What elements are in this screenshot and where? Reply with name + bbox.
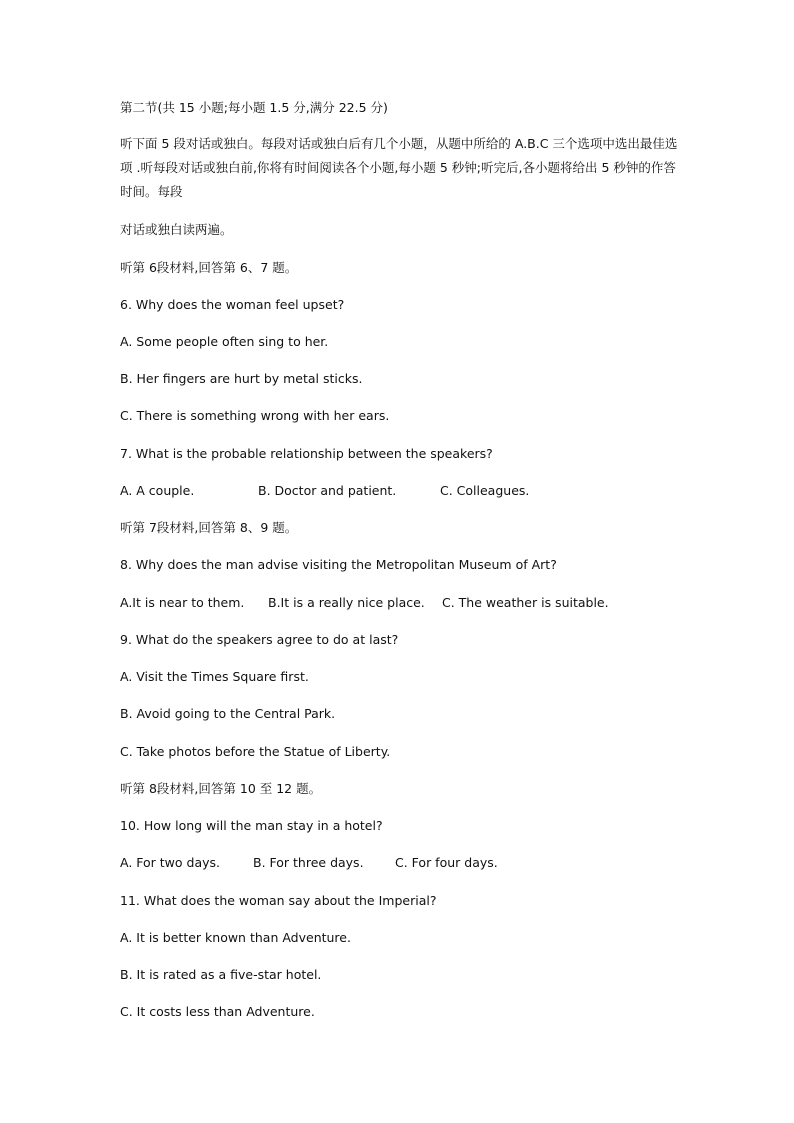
answer-option: A. A couple. [120, 483, 195, 498]
answer-option: B. Her fingers are hurt by metal sticks. [120, 371, 363, 386]
answer-option: C. It costs less than Adventure. [120, 1004, 315, 1019]
question-stem: 9. What do the speakers agree to do at last? [120, 632, 399, 647]
section-instructions: 听下面 5 段对话或独白。每段对话或独白后有几个小题，从题中所给的 A.B.C 三个选项中选出最佳选项 .听每段对话或独白前,你将有时间阅读各个小题,每小题 5 秒钟;听完后,各小题将给出 5 秒钟的作答时间。每段 [120, 136, 678, 199]
group-heading: 听第 7段材料,回答第 8、9 题。 [120, 520, 298, 535]
answer-option: B. It is rated as a five-star hotel. [120, 967, 322, 982]
question-stem: 7. What is the probable relationship between the speakers? [120, 446, 493, 461]
answer-option: C. For four days. [395, 855, 498, 870]
answer-option: A.It is near to them. [120, 595, 245, 610]
group-heading: 听第 6段材料,回答第 6、7 题。 [120, 260, 298, 275]
answer-option: A. For two days. [120, 855, 221, 870]
answer-option: C. The weather is suitable. [442, 595, 609, 610]
answer-option: B. Doctor and patient. [258, 483, 397, 498]
answer-option: B. Avoid going to the Central Park. [120, 706, 336, 721]
answer-option: B. For three days. [253, 855, 364, 870]
question-stem: 11. What does the woman say about the Imperial? [120, 893, 437, 908]
answer-option: A. It is better known than Adventure. [120, 930, 351, 945]
section-title: 第二节(共 15 小题;每小题 1.5 分,满分 22.5 分) [120, 100, 388, 115]
answer-option: B.It is a really nice place. [268, 595, 425, 610]
answer-option: C. Colleagues. [440, 483, 530, 498]
section-instructions-continued: 对话或独白读两遍。 [120, 222, 233, 237]
answer-option: C. There is something wrong with her ears. [120, 408, 390, 423]
question-stem: 6. Why does the woman feel upset? [120, 297, 345, 312]
answer-option: A. Visit the Times Square first. [120, 669, 309, 684]
question-stem: 8. Why does the man advise visiting the Metropolitan Museum of Art? [120, 557, 557, 572]
answer-option: C. Take photos before the Statue of Liberty. [120, 744, 391, 759]
answer-option: A. Some people often sing to her. [120, 334, 329, 349]
group-heading: 听第 8段材料,回答第 10 至 12 题。 [120, 781, 322, 796]
question-stem: 10. How long will the man stay in a hotel? [120, 818, 383, 833]
